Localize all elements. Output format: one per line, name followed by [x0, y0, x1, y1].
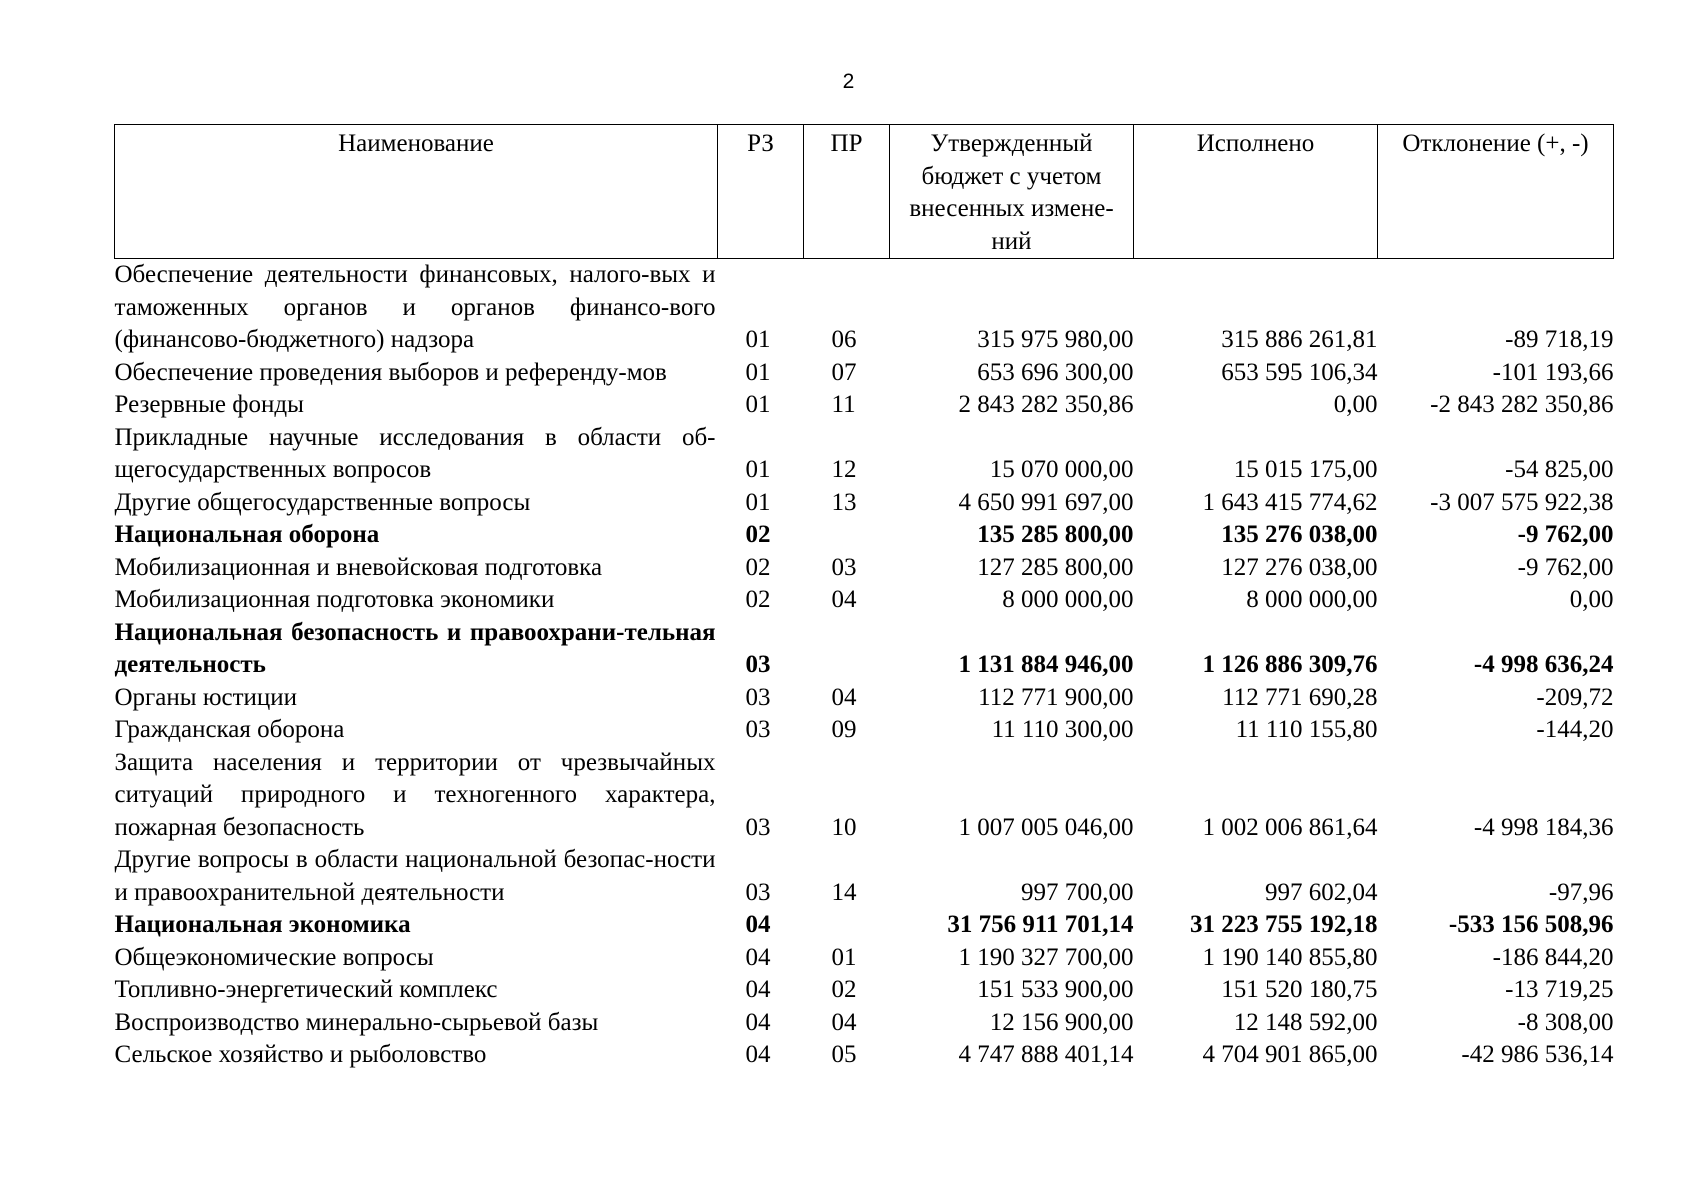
row-executed: 31 223 755 192,18	[1190, 911, 1378, 938]
row-name: Защита населения и территории от чрезвычайных ситуаций природного и техногенного характера, пожарная безопасность	[114, 748, 716, 841]
table-row	[115, 389, 1614, 422]
row-name: Национальная безопасность и правоохрани-тельная деятельность	[114, 618, 716, 678]
table-row	[115, 617, 1614, 682]
row-name: Мобилизационная подготовка экономики	[114, 586, 555, 613]
row-approved: 112 771 900,00	[978, 683, 1134, 711]
row-deviation: -42 986 536,14	[1461, 1041, 1614, 1068]
row-pr: 09	[831, 716, 857, 743]
row-rz: 03	[745, 878, 771, 906]
row-pr: 04	[831, 1008, 857, 1036]
row-pr: 04	[831, 586, 857, 613]
table-row	[115, 747, 1614, 845]
row-executed: 1 190 140 855,80	[1202, 943, 1378, 971]
row-deviation: -2 843 282 350,86	[1430, 391, 1614, 418]
row-approved: 12 156 900,00	[989, 1008, 1134, 1036]
row-rz: 03	[745, 683, 771, 711]
row-executed: 997 602,04	[1265, 878, 1378, 906]
table-row	[115, 714, 1614, 747]
row-deviation: -4 998 636,24	[1473, 651, 1614, 678]
row-pr	[804, 909, 890, 942]
row-approved: 127 285 800,00	[977, 553, 1134, 581]
row-approved: 11 110 300,00	[991, 716, 1134, 743]
row-name: Национальная экономика	[114, 911, 411, 938]
row-executed: 135 276 038,00	[1221, 521, 1378, 548]
row-approved: 1 007 005 046,00	[958, 813, 1134, 841]
row-name: Мобилизационная и вневойсковая подготовка	[114, 553, 603, 581]
table-row	[115, 1007, 1614, 1040]
row-rz: 01	[745, 326, 771, 353]
row-executed: 1 002 006 861,64	[1202, 813, 1378, 841]
row-deviation: -9 762,00	[1517, 553, 1614, 581]
row-name: Сельское хозяйство и рыболовство	[114, 1041, 487, 1068]
table-row	[115, 1039, 1614, 1072]
row-deviation: -97,96	[1548, 878, 1614, 906]
row-approved: 31 756 911 701,14	[947, 911, 1134, 938]
table-row	[115, 844, 1614, 909]
table-row	[115, 259, 1614, 357]
table-row	[115, 357, 1614, 390]
row-deviation: -89 718,19	[1505, 326, 1614, 353]
row-pr: 02	[831, 976, 857, 1003]
row-rz: 03	[745, 813, 771, 841]
row-deviation: 0,00	[1569, 586, 1614, 613]
row-name: Органы юстиции	[114, 683, 298, 711]
row-deviation: -8 308,00	[1517, 1008, 1614, 1036]
row-executed: 15 015 175,00	[1233, 456, 1378, 483]
row-rz: 04	[745, 1041, 771, 1068]
row-name: Обеспечение деятельности финансовых, налого-вых и таможенных органов и органов финансо-вого (финансово-бюджетного) надзора	[114, 261, 716, 353]
row-deviation: -209,72	[1536, 683, 1614, 711]
row-executed: 1 126 886 309,76	[1202, 651, 1378, 678]
row-approved: 1 131 884 946,00	[958, 651, 1134, 678]
row-rz: 03	[745, 651, 771, 678]
table-row	[115, 422, 1614, 487]
row-deviation: -101 193,66	[1492, 358, 1614, 386]
table-header	[115, 125, 1614, 259]
row-approved: 15 070 000,00	[989, 456, 1134, 483]
row-approved: 8 000 000,00	[1002, 586, 1134, 613]
row-name: Резервные фонды	[114, 391, 304, 418]
row-pr: 05	[831, 1041, 857, 1068]
row-pr: 01	[831, 943, 857, 971]
row-pr: 14	[831, 878, 857, 906]
header-rz: РЗ	[718, 125, 804, 259]
row-executed: 12 148 592,00	[1233, 1008, 1378, 1036]
row-approved: 997 700,00	[1021, 878, 1134, 906]
row-rz: 04	[745, 911, 771, 938]
row-executed: 1 643 415 774,62	[1202, 488, 1378, 516]
table-row	[115, 552, 1614, 585]
row-executed: 8 000 000,00	[1246, 586, 1378, 613]
row-pr: 13	[831, 488, 857, 516]
row-pr: 04	[831, 683, 857, 711]
row-rz: 03	[745, 716, 771, 743]
row-rz: 02	[745, 521, 771, 548]
row-executed: 653 595 106,34	[1221, 358, 1378, 386]
row-pr: 07	[831, 358, 857, 386]
row-deviation: -13 719,25	[1505, 976, 1614, 1003]
row-pr: 12	[831, 456, 857, 483]
row-rz: 01	[745, 391, 771, 418]
row-rz: 01	[745, 358, 771, 386]
row-name: Прикладные научные исследования в области об-щегосударственных вопросов	[114, 423, 716, 483]
table-body	[115, 259, 1614, 1072]
header-approved: Утвержденный бюджет с учетом внесенных измене-ний	[890, 125, 1134, 259]
row-name: Общеэкономические вопросы	[114, 943, 434, 971]
budget-table	[114, 124, 1614, 1072]
row-name: Национальная оборона	[114, 521, 380, 548]
row-executed: 127 276 038,00	[1221, 553, 1378, 581]
row-deviation: -54 825,00	[1505, 456, 1614, 483]
header-deviation: Отклонение (+, -)	[1378, 125, 1614, 259]
row-rz: 01	[745, 488, 771, 516]
row-deviation: -4 998 184,36	[1473, 813, 1614, 841]
row-deviation: -144,20	[1536, 716, 1614, 743]
header-name: Наименование	[115, 125, 718, 259]
row-pr: 06	[831, 326, 857, 353]
row-approved: 1 190 327 700,00	[958, 943, 1134, 971]
table-row	[115, 682, 1614, 715]
header-pr: ПР	[804, 125, 890, 259]
row-name: Воспроизводство минерально-сырьевой базы	[114, 1008, 599, 1036]
row-rz: 02	[745, 586, 771, 613]
table-row	[115, 487, 1614, 520]
row-executed: 315 886 261,81	[1221, 326, 1378, 353]
row-approved: 4 650 991 697,00	[958, 488, 1134, 516]
table-row	[115, 942, 1614, 975]
row-rz: 04	[745, 943, 771, 971]
row-pr: 11	[831, 391, 856, 418]
row-name: Гражданская оборона	[114, 716, 345, 743]
row-name: Другие вопросы в области национальной безопас-ности и правоохранительной деятельности	[114, 846, 716, 906]
row-pr	[804, 519, 890, 552]
row-approved: 315 975 980,00	[977, 326, 1134, 353]
row-pr: 03	[831, 553, 857, 581]
table-row	[115, 519, 1614, 552]
row-approved: 4 747 888 401,14	[958, 1041, 1134, 1068]
row-executed: 11 110 155,80	[1235, 716, 1378, 743]
table-row	[115, 584, 1614, 617]
row-rz: 02	[745, 553, 771, 581]
row-rz: 04	[745, 1008, 771, 1036]
row-deviation: -186 844,20	[1492, 943, 1614, 971]
page-number: 2	[842, 70, 855, 93]
row-pr: 10	[831, 813, 857, 841]
row-approved: 653 696 300,00	[977, 358, 1134, 386]
row-name: Обеспечение проведения выборов и референду-мов	[114, 358, 667, 386]
row-pr	[804, 617, 890, 682]
row-executed: 0,00	[1333, 391, 1378, 418]
row-approved: 151 533 900,00	[977, 976, 1134, 1003]
row-deviation: -3 007 575 922,38	[1430, 488, 1614, 516]
row-executed: 151 520 180,75	[1221, 976, 1378, 1003]
row-approved: 2 843 282 350,86	[958, 391, 1134, 418]
row-name: Топливно-энергетический комплекс	[114, 976, 498, 1003]
header-executed: Исполнено	[1134, 125, 1378, 259]
row-deviation: -533 156 508,96	[1448, 911, 1614, 938]
row-name: Другие общегосударственные вопросы	[114, 488, 531, 516]
row-executed: 112 771 690,28	[1222, 683, 1378, 711]
table-row	[115, 909, 1614, 942]
table-row	[115, 974, 1614, 1007]
row-rz: 01	[745, 456, 771, 483]
row-executed: 4 704 901 865,00	[1202, 1041, 1378, 1068]
row-approved: 135 285 800,00	[977, 521, 1134, 548]
row-deviation: -9 762,00	[1517, 521, 1614, 548]
row-rz: 04	[745, 976, 771, 1003]
